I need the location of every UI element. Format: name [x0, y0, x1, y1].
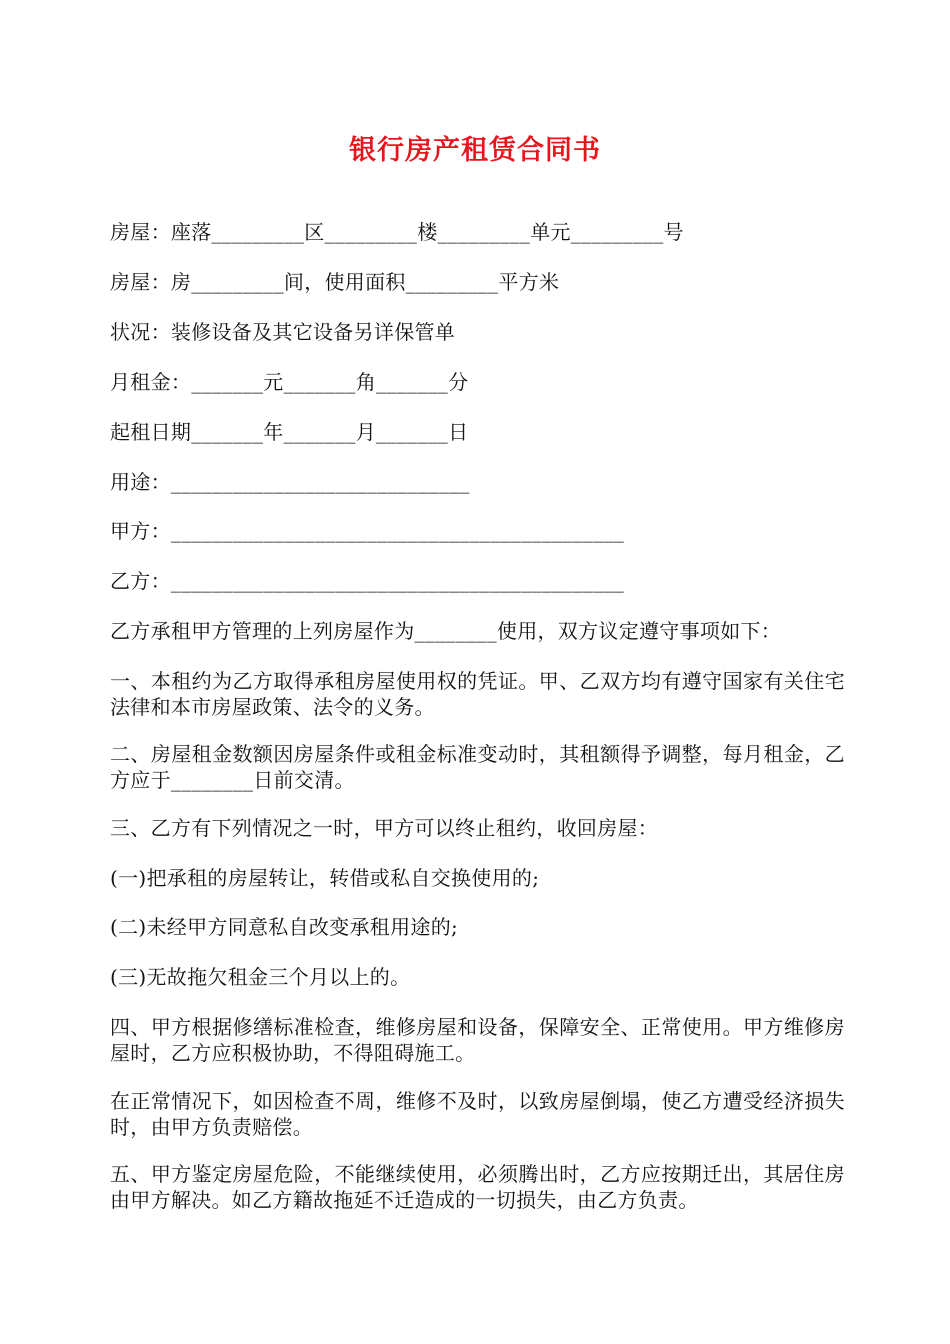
field-rooms-area: 房屋：房_________间，使用面积_________平方米	[110, 270, 560, 294]
clause-3-item-2: (二)未经甲方同意私自改变承租用途的;	[110, 915, 459, 939]
clause-2: 二、房屋租金数额因房屋条件或租金标准变动时，其租额得予调整，每月租金，乙方应于________日前交清。	[110, 742, 845, 792]
field-purpose: 用途：_____________________________	[110, 470, 470, 494]
field-location: 房屋：座落_________区_________楼_________单元_________号	[110, 220, 684, 244]
clause-3: 三、乙方有下列情况之一时，甲方可以终止租约，收回房屋：	[110, 816, 659, 840]
field-party-b: 乙方：____________________________________________	[110, 569, 625, 593]
field-party-a: 甲方：____________________________________________	[110, 519, 625, 543]
clause-1: 一、本租约为乙方取得承租房屋使用权的凭证。甲、乙双方均有遵守国家有关住宅法律和本市房屋政策、法令的义务。	[110, 669, 845, 719]
field-condition: 状况：装修设备及其它设备另详保管单	[110, 320, 456, 344]
intro-paragraph: 乙方承租甲方管理的上列房屋作为________使用，双方议定遵守事项如下：	[110, 619, 782, 643]
clause-5: 五、甲方鉴定房屋危险，不能继续使用，必须腾出时，乙方应按期迁出，其居住房由甲方解决。如乙方籍故拖延不迁造成的一切损失，由乙方负责。	[110, 1162, 845, 1212]
clause-3-item-3: (三)无故拖欠租金三个月以上的。	[110, 965, 411, 989]
field-monthly-rent: 月租金：_______元_______角_______分	[110, 370, 469, 394]
document-title: 银行房产租赁合同书	[349, 135, 601, 166]
clause-3-item-1: (一)把承租的房屋转让，转借或私自交换使用的;	[110, 866, 540, 890]
field-start-date: 起租日期_______年_______月_______日	[110, 420, 469, 444]
clause-4: 四、甲方根据修缮标准检查，维修房屋和设备，保障安全、正常使用。甲方维修房屋时，乙方应积极协助，不得阻碍施工。	[110, 1015, 845, 1065]
clause-4-note: 在正常情况下，如因检查不周，维修不及时，以致房屋倒塌，使乙方遭受经济损失时，由甲方负责赔偿。	[110, 1089, 845, 1139]
